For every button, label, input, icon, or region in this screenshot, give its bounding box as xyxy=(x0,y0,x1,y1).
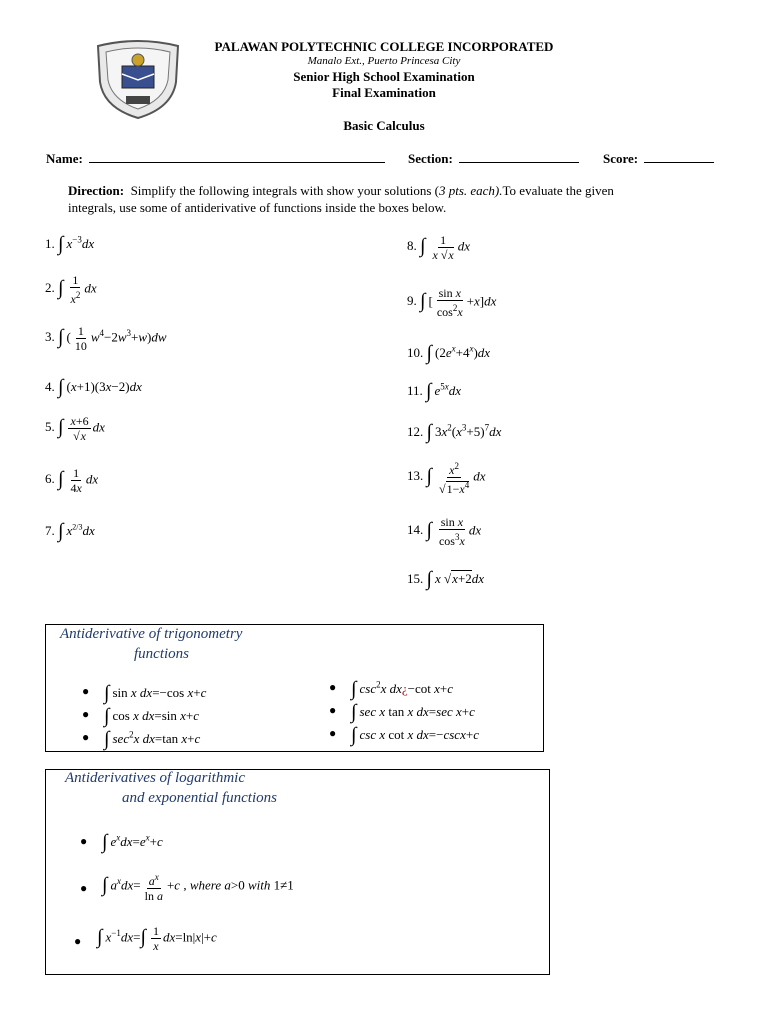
section-label: Section: xyxy=(408,151,453,166)
problem-13: 13. ∫ $\frac{x^2}{√1-x^4}$ dx xyxy=(407,461,486,496)
bullet-icon: ● xyxy=(74,934,82,948)
problem-8: 8. ∫ $\frac{1}{x √x}$ dx xyxy=(407,233,471,262)
trig-formula-sec2: ∫ $\sec^2x$ dx=tan x+c xyxy=(104,728,201,750)
bullet-icon: ● xyxy=(329,726,337,740)
bullet-icon: ● xyxy=(329,703,337,717)
subject-title: Basic Calculus xyxy=(343,118,425,133)
exam-name: Final Examination xyxy=(332,85,436,100)
problem-4: 4. ∫ (x+1)(3x−2)dx xyxy=(45,376,142,398)
bullet-icon: ● xyxy=(82,707,90,721)
college-name: PALAWAN POLYTECHNIC COLLEGE INCORPORATED xyxy=(214,39,554,54)
trig-formula-csccot: ∫ csc x cot x dx=−cscx+c xyxy=(351,724,479,746)
bullet-icon: ● xyxy=(329,680,337,694)
bullet-icon: ● xyxy=(80,834,88,848)
direction-text-2: integrals, use some of antiderivative of functions inside the boxes below. xyxy=(68,200,447,215)
score-field[interactable] xyxy=(603,151,714,167)
problem-15: 15. ∫ x √x+2dx xyxy=(407,568,485,590)
trig-box-title: Antiderivative of trigonometry xyxy=(60,626,243,642)
problem-12: 12. ∫ $3x^2(x^3+5)^7dx$ xyxy=(407,421,502,443)
log-box-title-2: and exponential functions xyxy=(122,790,277,806)
problem-7: 7. ∫ $x^{2/3}dx$ xyxy=(45,520,95,542)
name-field[interactable] xyxy=(46,151,385,167)
score-label: Score: xyxy=(603,151,639,166)
direction-text: Direction: Simplify the following integrals with show your solutions (3 pts. each).To evaluate the given xyxy=(68,183,614,198)
problem-11: 11. ∫ $e^{5x}dx$ xyxy=(407,380,462,402)
exp-formula-ax: ∫ $a^xdx=$ $\frac{a^x}{\text{ln a}}$ +c , where a>0 with 1≠1 xyxy=(102,872,294,903)
trig-formula-sin: ∫ sin x dx=−cos x+c xyxy=(104,682,207,704)
trig-formula-cos: ∫ cos x dx=sin x+c xyxy=(104,705,200,727)
problem-10: 10. ∫ $(2e^x+4^x)dx$ xyxy=(407,342,491,364)
problem-14: 14. ∫ $\frac{\text{sin x}}{\cos^3x}$ dx xyxy=(407,515,482,548)
trig-formula-sectan: ∫ sec x tan x dx=sec x+c xyxy=(351,701,475,723)
problem-2: 2. ∫ $\frac{1}{x^2}$ dx xyxy=(45,273,97,306)
bullet-icon: ● xyxy=(82,730,90,744)
log-formula-xinv: ∫ $x^{-1}dx=\int$ $\frac{1}{x}$ dx=ln|x|+c xyxy=(97,924,217,953)
log-box-title: Antiderivatives of logarithmic xyxy=(65,770,245,786)
trig-formula-csc2: ∫ $\csc^2x$ dx¿−cot x+c xyxy=(351,678,454,700)
exp-formula-ex: ∫ $e^xdx=e^x+c$ xyxy=(102,831,163,853)
problem-6: 6. ∫ $\frac{1}{4x}$ dx xyxy=(45,466,99,495)
bullet-icon: ● xyxy=(80,881,88,895)
problem-5: 5. ∫ $\frac{x+6}{√x}$ dx xyxy=(45,414,105,443)
college-address: Manalo Ext., Puerto Princesa City xyxy=(307,55,461,67)
problem-9: 9. ∫ [ $\frac{\text{sin x}}{\cos^2x}$ +x]dx xyxy=(407,286,497,319)
problem-1: 1. ∫ $x^{-3}dx$ xyxy=(45,233,95,255)
name-label: Name: xyxy=(46,151,83,166)
exam-type: Senior High School Examination xyxy=(293,69,475,84)
section-field[interactable] xyxy=(408,151,579,167)
trig-box-title-2: functions xyxy=(134,646,189,662)
bullet-icon: ● xyxy=(82,684,90,698)
problem-3: 3. ∫ ( $\frac{1}{10}$ $w^4-2w^3+w)dw$ xyxy=(45,324,167,353)
